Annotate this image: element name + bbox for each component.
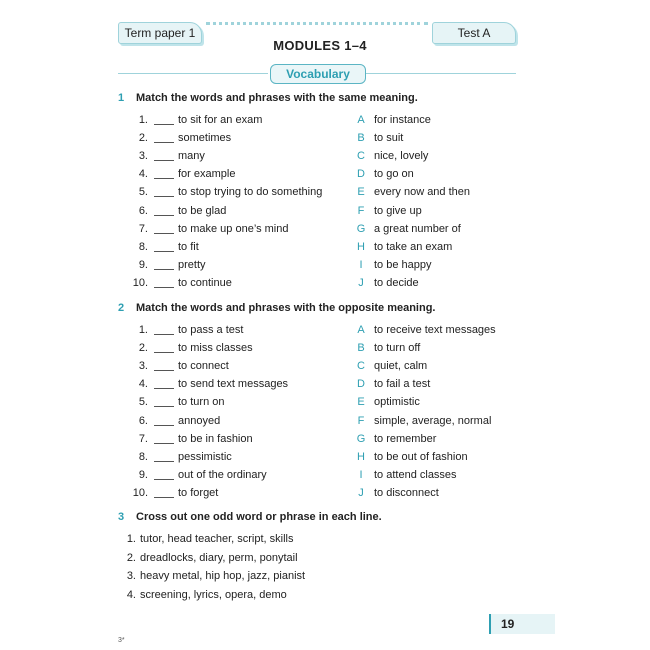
option-letter: H	[357, 450, 365, 463]
exercise-number: 2	[118, 302, 125, 314]
match-row	[118, 339, 538, 357]
answer-blank[interactable]	[154, 463, 174, 480]
option-letter: A	[357, 114, 365, 126]
exercise-heading	[118, 302, 435, 314]
answer-blank[interactable]	[154, 199, 174, 216]
left-phrase: many	[178, 150, 205, 163]
exercise-instruction: Cross out one odd word or phrase in each line.	[136, 511, 382, 523]
test-variant-tab: Test A	[432, 22, 516, 44]
row-number: 7.	[138, 432, 148, 445]
left-phrase: to send text messages	[178, 378, 289, 391]
exercise-number: 1	[118, 92, 125, 104]
match-row	[118, 484, 538, 502]
answer-blank[interactable]	[154, 235, 174, 252]
option-letter: C	[357, 360, 365, 373]
option-letter: I	[359, 258, 363, 271]
left-phrase: to connect	[178, 360, 229, 373]
answer-blank[interactable]	[154, 372, 174, 389]
row-number: 4.	[138, 168, 148, 181]
answer-blank[interactable]	[154, 354, 174, 371]
row-number: 1.	[138, 114, 148, 126]
right-phrase: for instance	[374, 114, 431, 126]
answer-blank[interactable]	[154, 409, 174, 426]
answer-blank[interactable]	[154, 390, 174, 407]
option-letter: G	[356, 432, 366, 445]
odd-word-items[interactable]: heavy metal, hip hop, jazz, pianist	[140, 570, 306, 582]
exercise-instruction: Match the words and phrases with the same meaning.	[136, 92, 418, 104]
right-phrase: to be out of fashion	[374, 450, 468, 463]
row-number: 5.	[138, 396, 148, 409]
option-letter: D	[357, 168, 365, 181]
odd-word-items[interactable]: screening, lyrics, opera, demo	[140, 588, 287, 601]
left-phrase: to pass a test	[178, 324, 244, 336]
match-row	[118, 165, 538, 183]
odd-word-items[interactable]: dreadlocks, diary, perm, ponytail	[140, 551, 298, 564]
answer-blank[interactable]	[154, 271, 174, 288]
page-number: 19	[489, 614, 555, 634]
answer-blank[interactable]	[154, 445, 174, 462]
row-number: 6.	[138, 204, 148, 217]
odd-word-row	[118, 567, 305, 585]
divider-right	[366, 73, 516, 74]
match-row	[118, 393, 538, 411]
option-letter: H	[357, 240, 365, 253]
match-row	[118, 183, 538, 201]
right-phrase: to turn off	[374, 342, 421, 355]
right-phrase: nice, lovely	[374, 150, 429, 163]
right-phrase: to attend classes	[374, 468, 457, 481]
match-row	[118, 357, 538, 375]
answer-blank[interactable]	[154, 318, 174, 335]
match-row	[118, 375, 538, 393]
row-number: 1.	[126, 533, 136, 545]
option-letter: G	[356, 222, 366, 235]
answer-blank[interactable]	[154, 180, 174, 197]
answer-blank[interactable]	[154, 427, 174, 444]
section-label: Vocabulary	[270, 64, 366, 84]
answer-blank[interactable]	[154, 162, 174, 179]
row-number: 8.	[138, 450, 148, 463]
odd-word-row	[118, 530, 293, 548]
exercise-heading	[118, 92, 418, 104]
left-phrase: for example	[178, 168, 236, 181]
exercise-number: 3	[118, 511, 125, 523]
option-letter: I	[359, 468, 363, 481]
answer-blank[interactable]	[154, 481, 174, 498]
left-phrase: pretty	[178, 258, 206, 271]
left-phrase: to make up one’s mind	[178, 222, 289, 235]
row-number: 2.	[126, 551, 136, 564]
right-phrase: quiet, calm	[374, 360, 428, 373]
right-phrase: to disconnect	[374, 486, 439, 499]
page-title: MODULES 1–4	[273, 38, 367, 53]
match-row	[118, 448, 538, 466]
answer-blank[interactable]	[154, 126, 174, 143]
odd-word-row	[118, 549, 298, 567]
match-row	[118, 466, 538, 484]
right-phrase: to go on	[374, 168, 414, 181]
left-phrase: to sit for an exam	[178, 114, 263, 126]
option-letter: B	[357, 342, 365, 355]
right-phrase: to give up	[374, 204, 422, 217]
match-row	[118, 256, 538, 274]
match-row	[118, 238, 538, 256]
right-phrase: simple, average, normal	[374, 414, 492, 427]
left-phrase: to be in fashion	[178, 432, 253, 445]
answer-blank[interactable]	[154, 336, 174, 353]
left-phrase: to turn on	[178, 396, 225, 409]
row-number: 7.	[138, 222, 148, 235]
odd-word-items[interactable]: tutor, head teacher, script, skills	[140, 533, 294, 545]
right-phrase: optimistic	[374, 396, 420, 409]
match-row	[118, 111, 538, 129]
right-phrase: to fail a test	[374, 378, 431, 391]
right-phrase: every now and then	[374, 186, 471, 199]
row-number: 2.	[138, 132, 148, 145]
exercise-heading	[118, 511, 382, 523]
row-number: 8.	[138, 240, 148, 253]
row-number: 6.	[138, 414, 148, 427]
exercise-instruction: Match the words and phrases with the opposite meaning.	[136, 302, 436, 314]
row-number: 2.	[138, 342, 148, 355]
right-phrase: to take an exam	[374, 240, 453, 253]
left-phrase: to forget	[178, 486, 219, 499]
left-phrase: annoyed	[178, 414, 221, 427]
match-row	[118, 202, 538, 220]
answer-blank[interactable]	[154, 108, 174, 125]
answer-blank[interactable]	[154, 144, 174, 161]
match-row	[118, 129, 538, 147]
row-number: 3.	[138, 360, 148, 373]
left-phrase: pessimistic	[178, 450, 232, 463]
match-row	[118, 412, 538, 430]
right-phrase: to decide	[374, 276, 419, 289]
row-number: 3.	[126, 570, 136, 582]
answer-blank[interactable]	[154, 253, 174, 270]
right-phrase: to suit	[374, 132, 404, 145]
match-row	[118, 430, 538, 448]
left-phrase: sometimes	[178, 132, 232, 145]
term-paper-tab: Term paper 1	[118, 22, 202, 44]
right-phrase: to be happy	[374, 258, 432, 271]
match-row	[118, 321, 538, 339]
option-letter: C	[357, 150, 365, 163]
row-number: 4.	[126, 588, 136, 601]
row-number: 10.	[132, 486, 148, 499]
option-letter: E	[357, 186, 365, 199]
row-number: 9.	[138, 258, 148, 271]
option-letter: F	[357, 204, 365, 217]
row-number: 10.	[132, 276, 148, 289]
left-phrase: to fit	[178, 240, 199, 253]
answer-blank[interactable]	[154, 217, 174, 234]
left-phrase: to be glad	[178, 204, 227, 217]
option-letter: J	[358, 486, 364, 499]
row-number: 9.	[138, 468, 148, 481]
divider-left	[118, 73, 268, 74]
left-phrase: to miss classes	[178, 342, 253, 355]
match-row	[118, 147, 538, 165]
option-letter: B	[357, 132, 365, 145]
option-letter: A	[357, 324, 365, 336]
right-phrase: to receive text messages	[374, 324, 496, 336]
row-number: 4.	[138, 378, 148, 391]
option-letter: E	[357, 396, 365, 409]
match-row	[118, 220, 538, 238]
left-phrase: out of the ordinary	[178, 468, 267, 481]
right-phrase: to remember	[374, 432, 437, 445]
row-number: 3.	[138, 150, 148, 163]
odd-word-row	[118, 586, 287, 604]
left-phrase: to continue	[178, 276, 232, 289]
header-dotted-line	[206, 22, 428, 25]
right-phrase: a great number of	[374, 222, 461, 235]
option-letter: F	[357, 414, 365, 427]
row-number: 5.	[138, 186, 148, 199]
option-letter: J	[358, 276, 364, 289]
row-number: 1.	[138, 324, 148, 336]
match-row	[118, 274, 538, 292]
left-phrase: to stop trying to do something	[178, 186, 323, 199]
option-letter: D	[357, 378, 365, 391]
footer-mark: 3*	[118, 637, 125, 644]
